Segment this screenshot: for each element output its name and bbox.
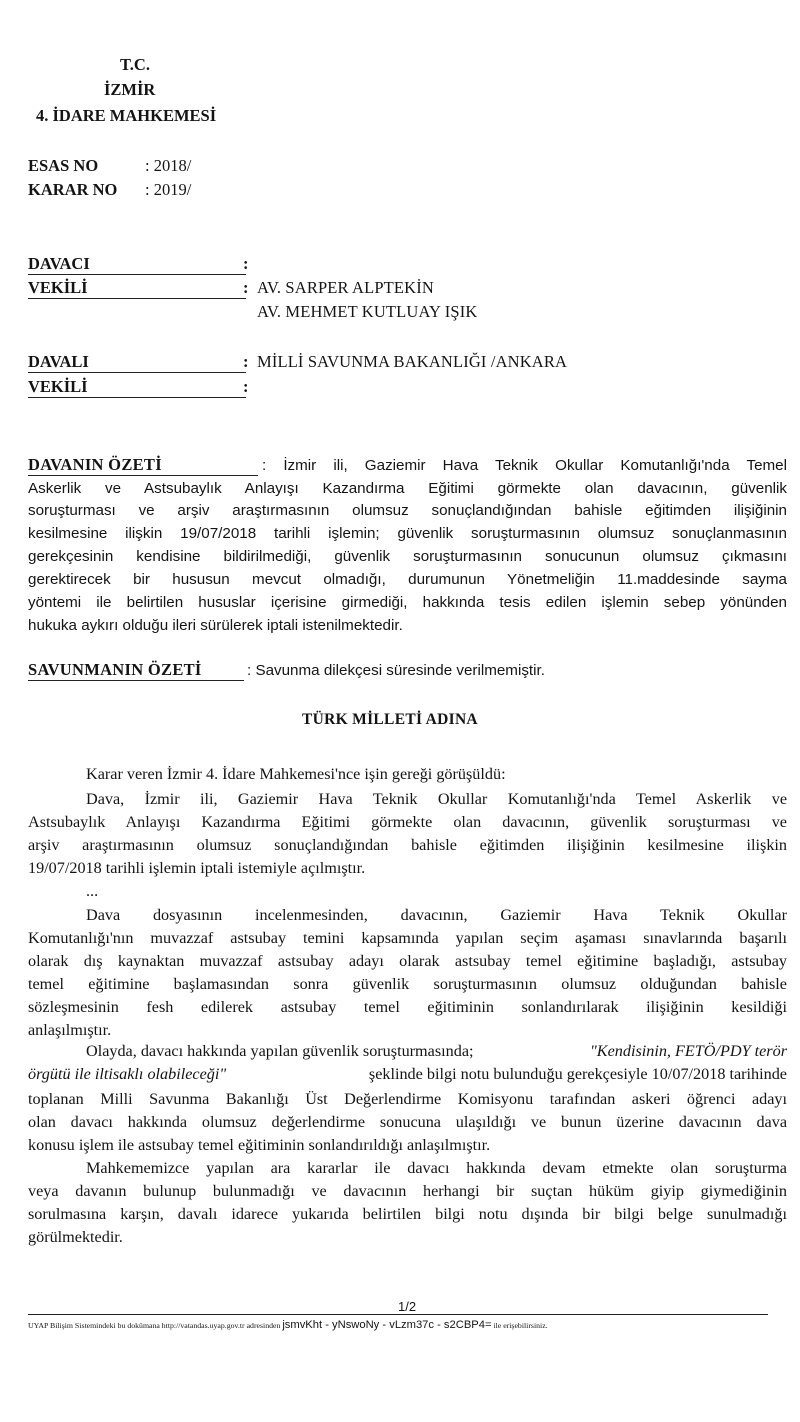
body-p2-line-1: Dava, İzmir ili, Gaziemir Hava Teknik Okullar Komutanlığı'nda Temel Askerlik ve (86, 790, 787, 808)
body-p4-line-2 (28, 1065, 787, 1084)
body-p4-line-5: konusu işlem ile astsubay temel eğitiminin sonlandırıldığı anlaşılmıştır. (28, 1136, 491, 1154)
body-ellipsis: ... (86, 882, 99, 900)
vekili-name-2: AV. MEHMET KUTLUAY IŞIK (257, 302, 478, 321)
ozet-line-5: gerekçesinin kendisine bildirilmediği, güvenlik soruşturmasının sonucunun olumsuz çıkmasını (28, 548, 787, 565)
ozet-line-2: Askerlik ve Astsubaylık Anlayışı Kazandırma Eğitimi görmekte olan davacının, güvenlik (28, 480, 787, 497)
karar-no-value: : 2019/ (145, 180, 192, 199)
body-p3-line-3: olarak dış kaynaktan muvazzaf astsubay adayı olarak astsubay temel eğitimine başladığı, astsubay (28, 952, 787, 970)
vekili-name-1: AV. SARPER ALPTEKİN (257, 278, 434, 297)
davanin-ozeti-label: DAVANIN ÖZETİ (28, 455, 258, 476)
court-city: İZMİR (104, 80, 156, 99)
body-p5-line-1: Mahkememizce yapılan ara kararlar ile davacı hakkında devam etmekte olan soruşturma (86, 1159, 787, 1177)
body-p3-line-2: Komutanlığı'nın muvazzaf astsubay temini kapsamında yapılan seçim aşaması sınavlarında başarılı (28, 929, 787, 947)
footer-rule (28, 1314, 768, 1315)
davali-colon: : (243, 352, 249, 371)
court-name: 4. İDARE MAHKEMESİ (36, 106, 217, 125)
body-p4-line-2-rest: şeklinde bilgi notu bulunduğu gerekçesiyle 10/07/2018 tarihinde (368, 1065, 787, 1083)
davaci-colon: : (243, 254, 249, 273)
body-p5-line-2: veya davanın bulunup bulunmadığı ve davacının herhangi bir suçtan hüküm giyip giymediğinin (28, 1182, 787, 1200)
body-p5-line-4: görülmektedir. (28, 1228, 123, 1246)
body-p5-line-3: sorulmasına karşın, davalı idarece yukarıda belirtilen bilgi notu dışında bir bilgi belge sunulmadığı (28, 1205, 787, 1223)
body-p3-line-4: temel eğitimine başlamasından sonra güvenlik soruşturmasının olumsuz olduğundan bahisle (28, 975, 787, 993)
karar-no-label: KARAR NO (28, 180, 118, 199)
footer-prefix: UYAP Bilişim Sistemindeki bu dokümana http://vatandas.uyap.gov.tr adresinden (28, 1321, 281, 1330)
body-p1: Karar veren İzmir 4. İdare Mahkemesi'nce işin gereği görüşüldü: (86, 765, 506, 783)
esas-no-label: ESAS NO (28, 156, 99, 175)
davali-label: DAVALI (28, 352, 246, 373)
page-number: 1/2 (398, 1299, 417, 1314)
davali-value: MİLLİ SAVUNMA BAKANLIĞI /ANKARA (257, 352, 568, 371)
court-country: T.C. (120, 55, 150, 74)
savunmanin-ozeti-value: : Savunma dilekçesi süresinde verilmemiştir. (247, 662, 545, 679)
body-p4-line-1 (86, 1042, 787, 1061)
vekili-colon: : (243, 278, 249, 297)
body-p4-line-3: toplanan Milli Savunma Bakanlığı Üst Değerlendirme Komisyonu tarafından askeri öğrenci adayı (28, 1090, 787, 1108)
davali-vekili-label: VEKİLİ (28, 377, 246, 398)
body-p4-quote-2: örgütü ile iltisaklı olabileceği" (28, 1065, 227, 1083)
body-p3-line-1: Dava dosyasının incelenmesinden, davacının, Gaziemir Hava Teknik Okullar (86, 906, 787, 924)
ozet-line-1: : İzmir ili, Gaziemir Hava Teknik Okullar Komutanlığı'nda Temel (262, 457, 787, 474)
body-p2-line-2: Astsubaylık Anlayışı Kazandırma Eğitimi görmekte olan davacının, güvenlik soruşturması ve (28, 813, 787, 831)
davali-vekili-colon: : (243, 377, 249, 396)
footer-code: jsmvKht - yNswoNy - vLzm37c - s2CBP4= (282, 1319, 492, 1331)
body-p4-start: Olayda, davacı hakkında yapılan güvenlik soruşturmasında; (86, 1042, 474, 1060)
body-p3-line-6: anlaşılmıştır. (28, 1021, 112, 1039)
body-p2-line-4: 19/07/2018 tarihli işlemin iptali istemiyle açılmıştır. (28, 859, 366, 877)
vekili-label: VEKİLİ (28, 278, 246, 299)
footer-text (28, 1318, 548, 1333)
davaci-label: DAVACI (28, 254, 246, 275)
ozet-line-3: soruşturması ve arşiv araştırmasının olumsuz sonuçlandığından bahisle eğitimden ilişiğinin (28, 502, 787, 519)
ozet-line-6: gerektirecek bir hususun mevcut olmadığı, durumunun Yönetmeliğin 11.maddesinde sayma (28, 571, 787, 588)
decision-title: TÜRK MİLLETİ ADINA (302, 711, 478, 728)
ozet-line-8: hukuka aykırı olduğu ileri sürülerek iptali istenilmektedir. (28, 617, 403, 634)
ozet-line-4: kesilmesine ilişkin 19/07/2018 tarihli işlemin; güvenlik soruşturmasının olumsuz sonuçlanmasının (28, 525, 787, 542)
footer-suffix: ile erişebilirsiniz. (493, 1321, 548, 1330)
body-p2-line-3: arşiv araştırmasının olumsuz sonuçlandığından bahisle eğitimden ilişiğinin kesilmesine ilişkin (28, 836, 787, 854)
body-p4-line-4: olan davacı hakkında olumsuz değerlendirme sonucuna ulaşıldığı ve bunun üzerine davacının dava (28, 1113, 787, 1131)
savunmanin-ozeti-label: SAVUNMANIN ÖZETİ (28, 660, 244, 681)
body-p4-quote-1: "Kendisinin, FETÖ/PDY terör (589, 1042, 787, 1060)
esas-no-value: : 2018/ (145, 156, 192, 175)
body-p3-line-5: sözleşmesinin fesh edilerek astsubay temel eğitiminin sonlandırılarak ilişiğinin kesildiği (28, 998, 787, 1016)
ozet-line-7: yöntemi ile belirtilen hususlar içerisine girmediği, hakkında tesis edilen işlemin sebep yönünden (28, 594, 787, 611)
